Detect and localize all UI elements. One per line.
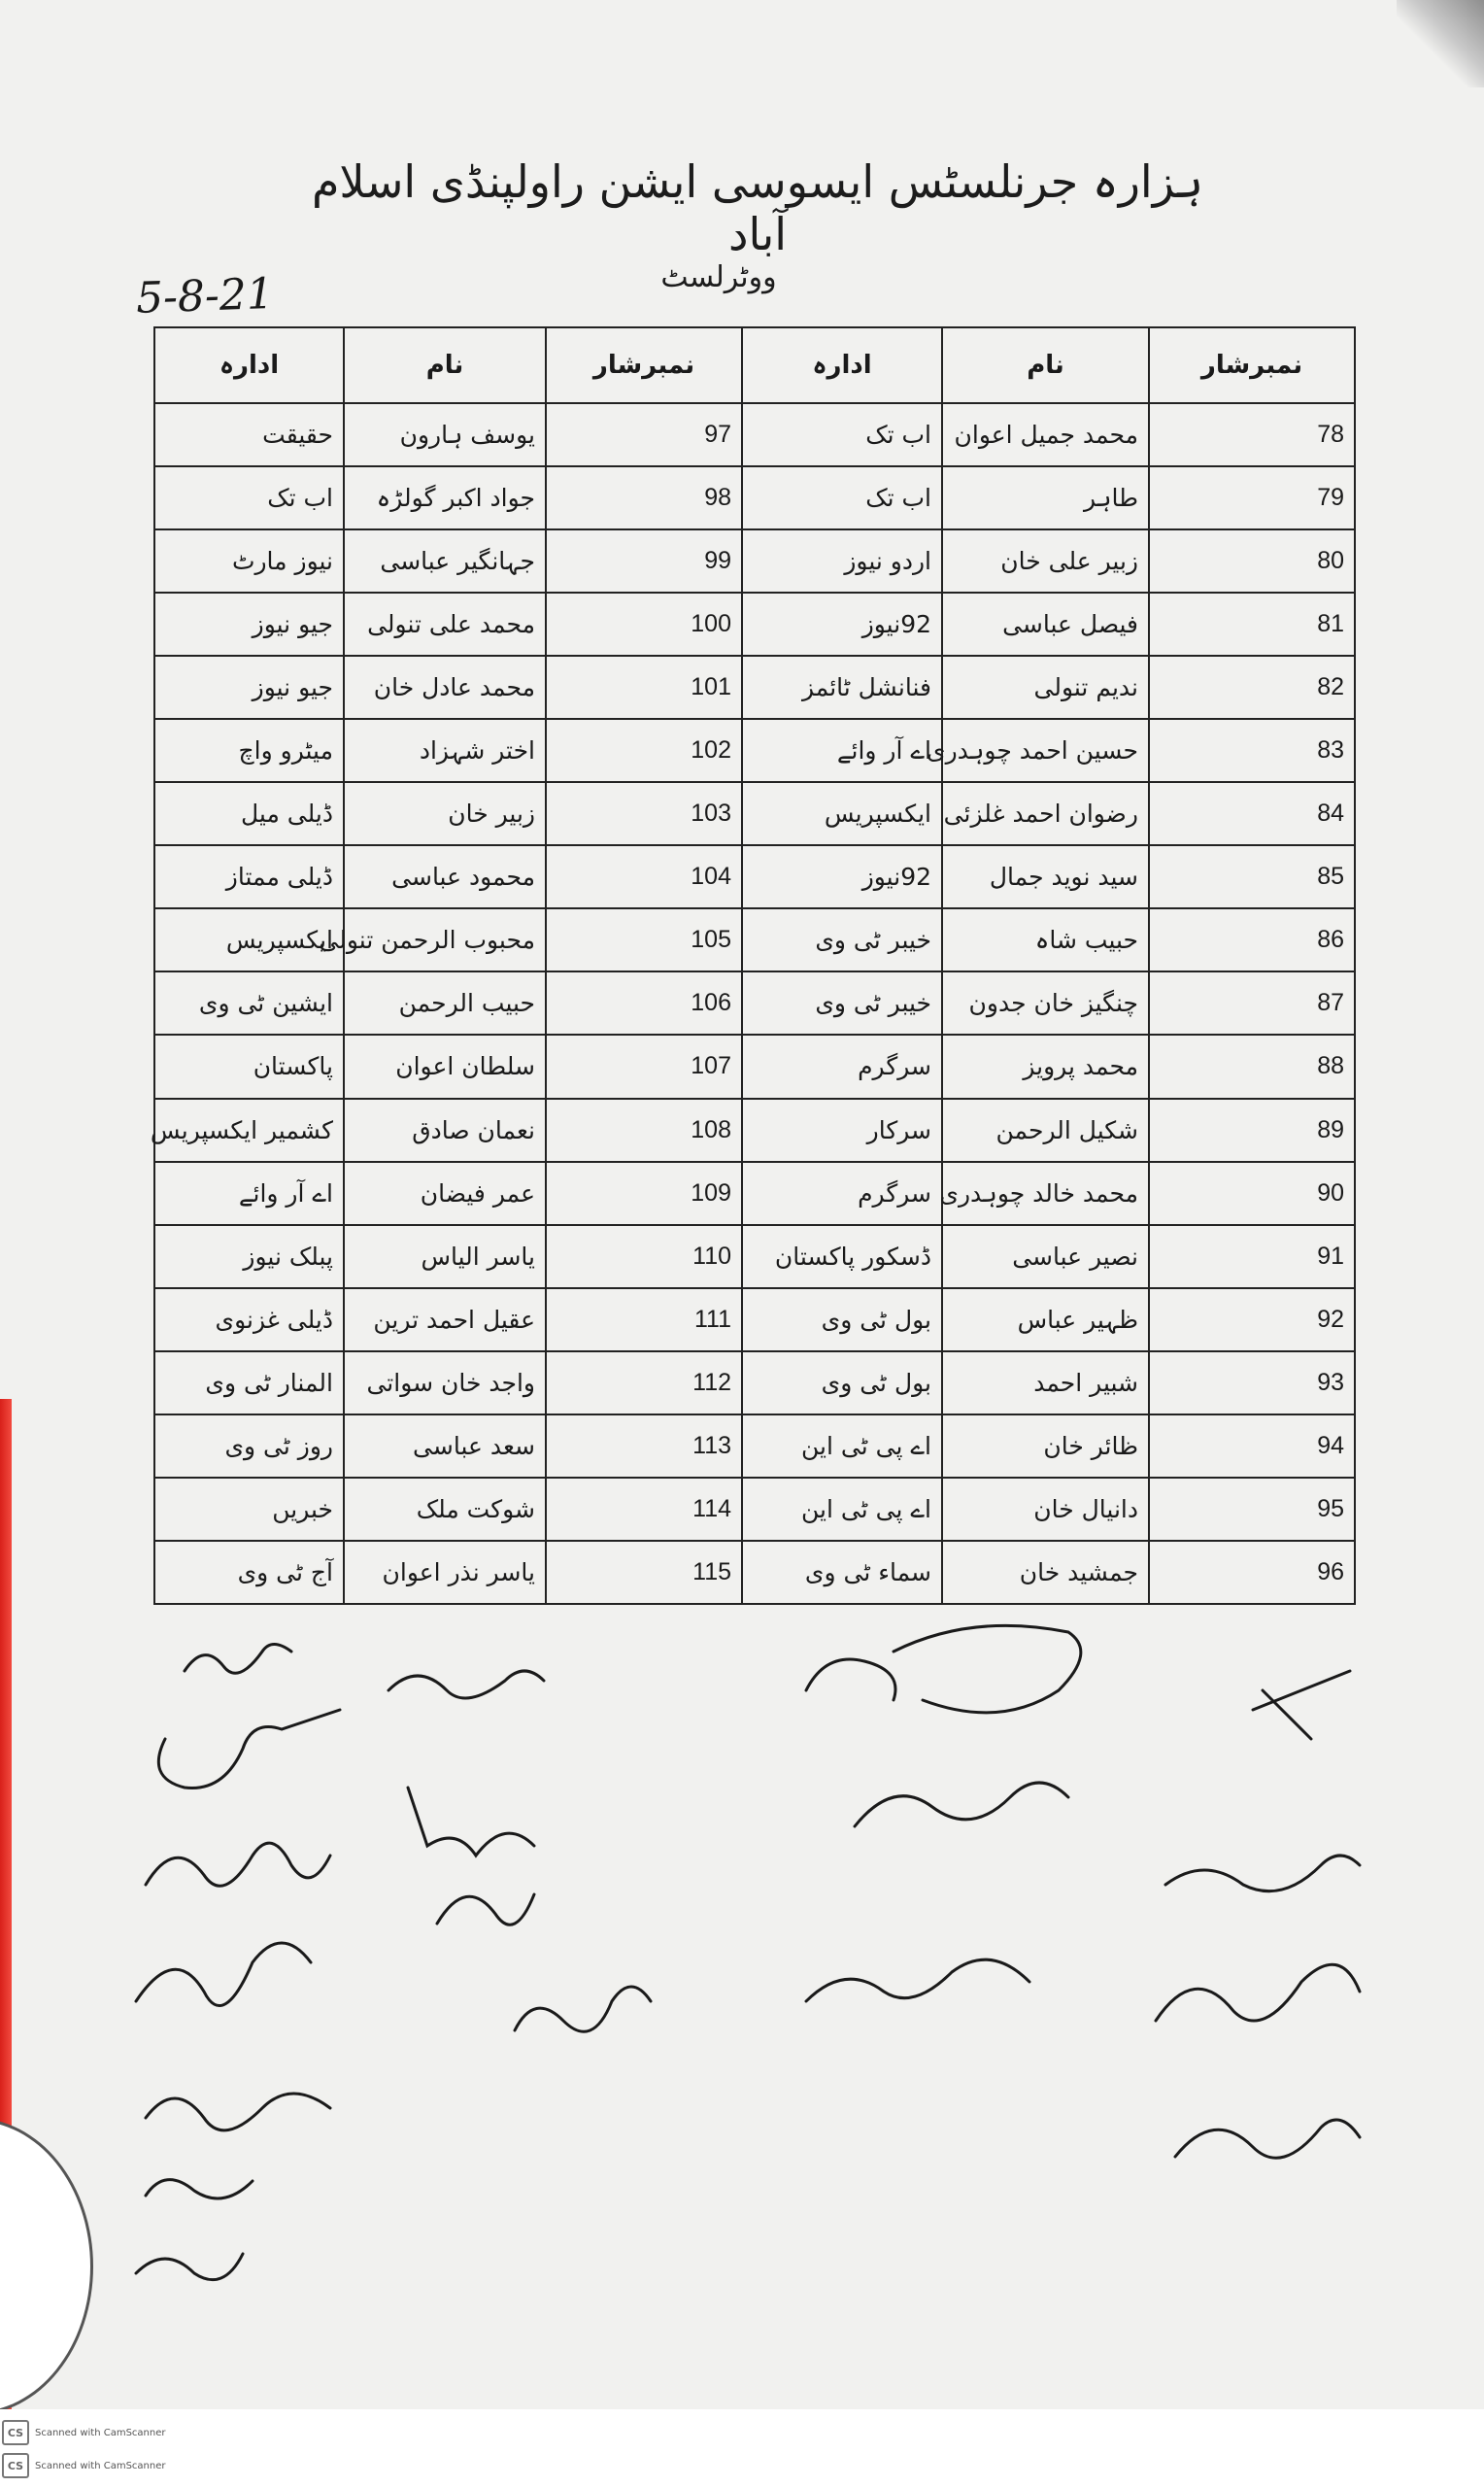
cell-serial-left: 96 bbox=[1149, 1541, 1355, 1604]
table-row bbox=[154, 1414, 1355, 1478]
cell-serial-right: 108 bbox=[546, 1099, 742, 1162]
cell-serial-left: 81 bbox=[1149, 593, 1355, 656]
signature-2 bbox=[158, 1710, 340, 1789]
cell-serial-left: 78 bbox=[1149, 403, 1355, 466]
header-name-right: نام bbox=[344, 327, 546, 403]
cell-org-left: سرگرم bbox=[742, 1035, 942, 1098]
cell-serial-left: 84 bbox=[1149, 782, 1355, 845]
table-header-row bbox=[154, 327, 1355, 403]
signature-5 bbox=[146, 2094, 330, 2130]
cell-serial-right: 115 bbox=[546, 1541, 742, 1604]
cell-org-right: ڈیلی میل bbox=[154, 782, 344, 845]
cell-serial-left: 94 bbox=[1149, 1414, 1355, 1478]
cell-serial-left: 85 bbox=[1149, 845, 1355, 908]
header-serial-left: نمبرشار bbox=[1149, 327, 1355, 403]
cell-serial-left: 83 bbox=[1149, 719, 1355, 782]
camscanner-logo-icon: CS bbox=[2, 2453, 29, 2478]
cell-name-left: رضوان احمد غلزئی bbox=[942, 782, 1149, 845]
cell-name-right: شوکت ملک bbox=[344, 1478, 546, 1541]
signature-4 bbox=[136, 1943, 311, 2006]
cell-name-left: چنگیز خان جدون bbox=[942, 971, 1149, 1035]
cell-name-right: واجد خان سواتی bbox=[344, 1351, 546, 1414]
voter-list-table bbox=[150, 326, 1356, 1605]
cell-serial-left: 86 bbox=[1149, 908, 1355, 971]
signature-15 bbox=[806, 1959, 1029, 2001]
cell-org-right: نیوز مارٹ bbox=[154, 529, 344, 593]
cell-name-right: سلطان اعوان bbox=[344, 1035, 546, 1098]
cell-name-left: طاہر bbox=[942, 466, 1149, 529]
cell-org-right: پاکستان bbox=[154, 1035, 344, 1098]
signature-12 bbox=[806, 1659, 895, 1700]
cell-serial-right: 99 bbox=[546, 529, 742, 593]
cell-name-right: سعد عباسی bbox=[344, 1414, 546, 1478]
header-name-left: نام bbox=[942, 327, 1149, 403]
cell-org-left: اے آر وائے bbox=[742, 719, 942, 782]
signature-13 bbox=[894, 1625, 1081, 1713]
cell-org-left: اب تک bbox=[742, 466, 942, 529]
cell-name-right: محمود عباسی bbox=[344, 845, 546, 908]
cell-org-left: خیبر ٹی وی bbox=[742, 908, 942, 971]
cell-org-left: سماء ٹی وی bbox=[742, 1541, 942, 1604]
cell-name-right: اختر شہزاد bbox=[344, 719, 546, 782]
cell-org-left: خیبر ٹی وی bbox=[742, 971, 942, 1035]
cell-org-right: ایکسپریس bbox=[154, 908, 344, 971]
cell-org-right: جیو نیوز bbox=[154, 593, 344, 656]
cell-serial-left: 93 bbox=[1149, 1351, 1355, 1414]
cell-org-right: ایشین ٹی وی bbox=[154, 971, 344, 1035]
table-row bbox=[154, 1225, 1355, 1288]
cell-org-left: اردو نیوز bbox=[742, 529, 942, 593]
signature-11 bbox=[515, 1987, 651, 2031]
cell-name-right: جہانگیر عباسی bbox=[344, 529, 546, 593]
cell-serial-right: 104 bbox=[546, 845, 742, 908]
cell-name-left: شبیر احمد bbox=[942, 1351, 1149, 1414]
header-org-right: ادارہ bbox=[154, 327, 344, 403]
table-row bbox=[154, 1035, 1355, 1098]
cell-name-left: فیصل عباسی bbox=[942, 593, 1149, 656]
cell-serial-right: 111 bbox=[546, 1288, 742, 1351]
cell-name-right: جواد اکبر گولڑہ bbox=[344, 466, 546, 529]
cell-serial-left: 82 bbox=[1149, 656, 1355, 719]
table-row bbox=[154, 1099, 1355, 1162]
cell-org-left: بول ٹی وی bbox=[742, 1351, 942, 1414]
cell-name-right: یوسف ہارون bbox=[344, 403, 546, 466]
table-row bbox=[154, 403, 1355, 466]
cell-name-right: محبوب الرحمن تنولی bbox=[344, 908, 546, 971]
signature-7 bbox=[136, 2254, 243, 2280]
cell-serial-right: 98 bbox=[546, 466, 742, 529]
signature-19 bbox=[1175, 2120, 1360, 2158]
signature-8 bbox=[388, 1671, 544, 1698]
signatures-area bbox=[0, 1613, 1484, 2409]
cell-serial-right: 110 bbox=[546, 1225, 742, 1288]
table-row bbox=[154, 1541, 1355, 1604]
cell-org-right: ڈیلی غزنوی bbox=[154, 1288, 344, 1351]
cell-name-left: محمد جمیل اعوان bbox=[942, 403, 1149, 466]
cell-serial-right: 100 bbox=[546, 593, 742, 656]
table-row bbox=[154, 1162, 1355, 1225]
cell-serial-left: 90 bbox=[1149, 1162, 1355, 1225]
cell-serial-left: 89 bbox=[1149, 1099, 1355, 1162]
cell-org-left: بول ٹی وی bbox=[742, 1288, 942, 1351]
cell-name-left: زبیر علی خان bbox=[942, 529, 1149, 593]
cell-serial-right: 103 bbox=[546, 782, 742, 845]
scanner-text: Scanned with CamScanner bbox=[35, 2427, 166, 2438]
signature-9 bbox=[408, 1788, 534, 1856]
cell-org-left: اے پی ٹی این bbox=[742, 1478, 942, 1541]
table-row bbox=[154, 466, 1355, 529]
cell-org-left: اب تک bbox=[742, 403, 942, 466]
signature-14 bbox=[855, 1783, 1068, 1826]
table-row bbox=[154, 1288, 1355, 1351]
signature-1 bbox=[185, 1645, 291, 1674]
cell-name-left: جمشید خان bbox=[942, 1541, 1149, 1604]
scanner-text: Scanned with CamScanner bbox=[35, 2460, 166, 2471]
table-row bbox=[154, 656, 1355, 719]
cell-name-left: سید نوید جمال bbox=[942, 845, 1149, 908]
cell-serial-right: 109 bbox=[546, 1162, 742, 1225]
cell-name-left: ندیم تنولی bbox=[942, 656, 1149, 719]
scanner-footer bbox=[0, 2409, 1484, 2487]
cell-name-left: ظائر خان bbox=[942, 1414, 1149, 1478]
signature-18 bbox=[1156, 1964, 1360, 2021]
voter-rows bbox=[150, 403, 1355, 1604]
cell-org-left: سرکار bbox=[742, 1099, 942, 1162]
cell-serial-left: 91 bbox=[1149, 1225, 1355, 1288]
cell-serial-right: 102 bbox=[546, 719, 742, 782]
cell-org-right: خبریں bbox=[154, 1478, 344, 1541]
cell-org-right: میٹرو واچ bbox=[154, 719, 344, 782]
cell-name-left: نصیر عباسی bbox=[942, 1225, 1149, 1288]
cell-serial-left: 80 bbox=[1149, 529, 1355, 593]
cell-name-right: زبیر خان bbox=[344, 782, 546, 845]
table-row bbox=[154, 593, 1355, 656]
signature-6 bbox=[146, 2180, 253, 2198]
cell-name-right: یاسر نذر اعوان bbox=[344, 1541, 546, 1604]
cell-org-right: جیو نیوز bbox=[154, 656, 344, 719]
cell-name-right: محمد عادل خان bbox=[344, 656, 546, 719]
cell-name-left: ظہیر عباس bbox=[942, 1288, 1149, 1351]
table-row bbox=[154, 1351, 1355, 1414]
cell-serial-right: 114 bbox=[546, 1478, 742, 1541]
cell-org-right: ڈیلی ممتاز bbox=[154, 845, 344, 908]
signature-3 bbox=[146, 1843, 330, 1886]
cell-org-left: فنانشل ٹائمز bbox=[742, 656, 942, 719]
table-row bbox=[154, 908, 1355, 971]
cell-name-left: حسین احمد چوہدری bbox=[942, 719, 1149, 782]
document-title: ہزارہ جرنلسٹس ایسوسی ایشن راولپنڈی اسلام آباد bbox=[311, 155, 1204, 260]
cell-serial-left: 87 bbox=[1149, 971, 1355, 1035]
cell-name-right: نعمان صادق bbox=[344, 1099, 546, 1162]
cell-org-right: المنار ٹی وی bbox=[154, 1351, 344, 1414]
header-serial-right: نمبرشار bbox=[546, 327, 742, 403]
table-row bbox=[154, 971, 1355, 1035]
cell-name-right: یاسر الیاس bbox=[344, 1225, 546, 1288]
cell-org-left: سرگرم bbox=[742, 1162, 942, 1225]
table-row bbox=[154, 845, 1355, 908]
cell-org-right: حقیقت bbox=[154, 403, 344, 466]
cell-serial-right: 107 bbox=[546, 1035, 742, 1098]
cell-org-right: اے آر وائے bbox=[154, 1162, 344, 1225]
page-fold-corner bbox=[1397, 0, 1484, 87]
handwritten-date: 5-8-21 bbox=[135, 268, 275, 324]
signature-10 bbox=[437, 1894, 534, 1925]
header-org-left: ادارہ bbox=[742, 327, 942, 403]
cell-org-left: 92نیوز bbox=[742, 845, 942, 908]
scanner-watermark-2 bbox=[2, 2452, 166, 2479]
cell-org-left: ایکسپریس bbox=[742, 782, 942, 845]
table-row bbox=[154, 1478, 1355, 1541]
cell-name-right: حبیب الرحمن bbox=[344, 971, 546, 1035]
cell-serial-left: 88 bbox=[1149, 1035, 1355, 1098]
table-row bbox=[154, 529, 1355, 593]
cell-serial-left: 79 bbox=[1149, 466, 1355, 529]
cell-name-left: محمد خالد چوہدری bbox=[942, 1162, 1149, 1225]
cell-org-right: کشمیر ایکسپریس bbox=[154, 1099, 344, 1162]
cell-serial-right: 101 bbox=[546, 656, 742, 719]
cell-serial-left: 95 bbox=[1149, 1478, 1355, 1541]
cell-name-left: محمد پرویز bbox=[942, 1035, 1149, 1098]
cell-name-right: عقیل احمد ترین bbox=[344, 1288, 546, 1351]
cell-serial-left: 92 bbox=[1149, 1288, 1355, 1351]
table-row bbox=[154, 782, 1355, 845]
cell-serial-right: 97 bbox=[546, 403, 742, 466]
table-row bbox=[154, 719, 1355, 782]
cell-name-left: شکیل الرحمن bbox=[942, 1099, 1149, 1162]
cell-serial-right: 113 bbox=[546, 1414, 742, 1478]
cell-org-left: ڈسکور پاکستان bbox=[742, 1225, 942, 1288]
camscanner-logo-icon: CS bbox=[2, 2420, 29, 2445]
cell-serial-right: 112 bbox=[546, 1351, 742, 1414]
signature-16 bbox=[1253, 1671, 1350, 1739]
cell-org-right: آج ٹی وی bbox=[154, 1541, 344, 1604]
cell-org-right: اب تک bbox=[154, 466, 344, 529]
cell-serial-right: 106 bbox=[546, 971, 742, 1035]
document-subtitle: ووٹرلسٹ bbox=[660, 260, 777, 294]
cell-org-right: پبلک نیوز bbox=[154, 1225, 344, 1288]
cell-name-right: محمد علی تنولی bbox=[344, 593, 546, 656]
cell-org-left: 92نیوز bbox=[742, 593, 942, 656]
cell-name-left: حبیب شاہ bbox=[942, 908, 1149, 971]
cell-serial-right: 105 bbox=[546, 908, 742, 971]
cell-name-left: دانیال خان bbox=[942, 1478, 1149, 1541]
cell-name-right: عمر فیضان bbox=[344, 1162, 546, 1225]
signature-17 bbox=[1165, 1856, 1360, 1891]
cell-org-right: روز ٹی وی bbox=[154, 1414, 344, 1478]
scanner-watermark-1 bbox=[2, 2419, 166, 2446]
cell-org-left: اے پی ٹی این bbox=[742, 1414, 942, 1478]
